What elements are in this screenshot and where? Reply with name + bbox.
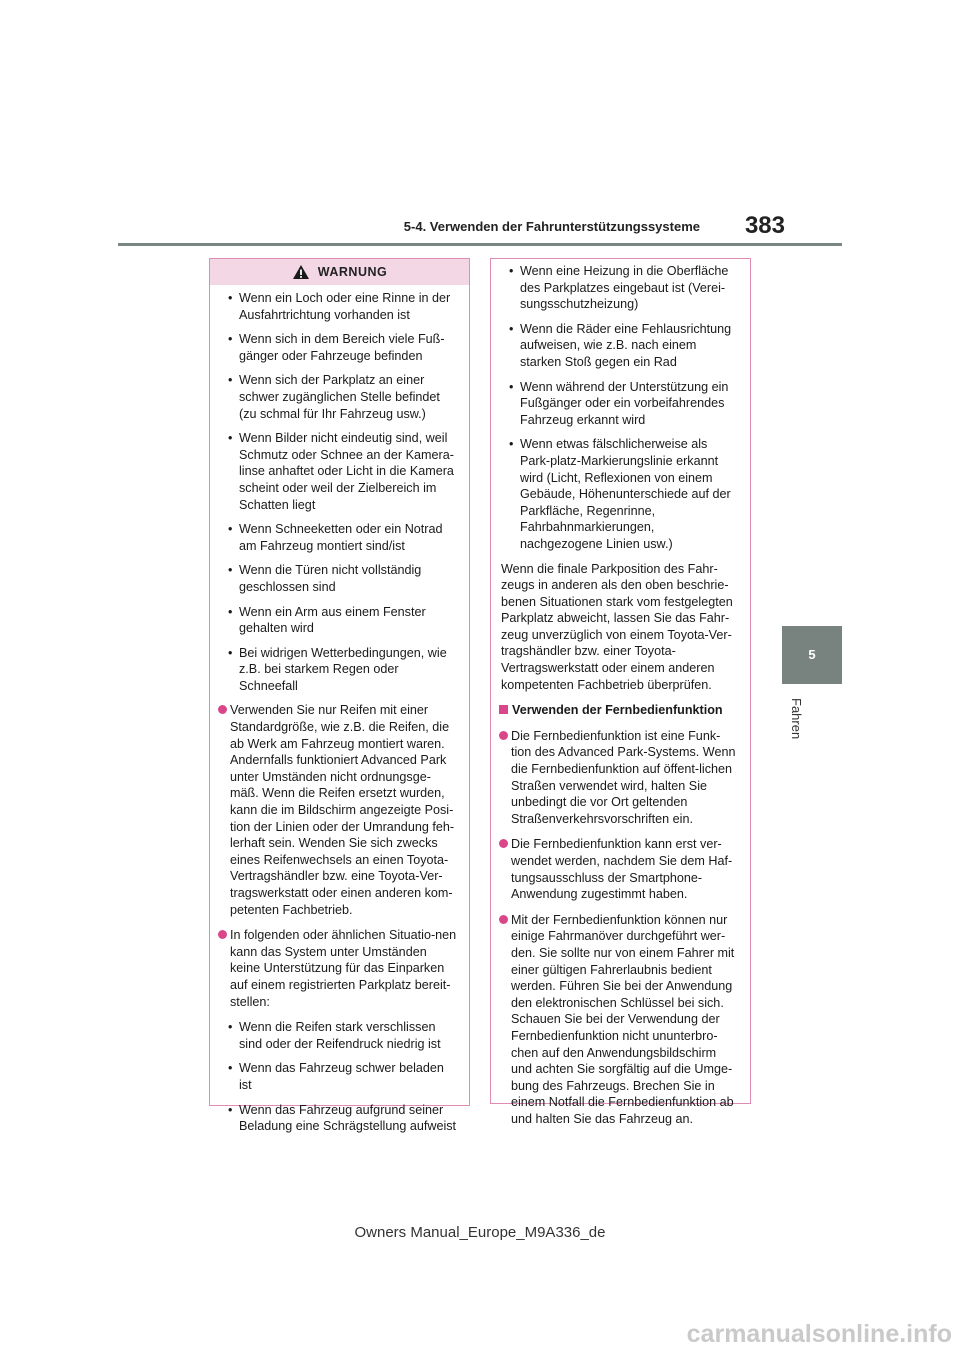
bullet-item xyxy=(220,331,459,364)
bullet-item-text: Wenn das Fahrzeug schwer beladen ist xyxy=(239,1061,444,1092)
bullet-item-text: Wenn das Fahrzeug aufgrund seiner Beladung eine Schrägstellung aufweist xyxy=(239,1102,457,1134)
bullet-item xyxy=(220,1060,459,1093)
section-title: 5-4. Verwenden der Fahrunterstützungssysteme xyxy=(403,219,700,234)
bullet-item xyxy=(501,263,740,313)
bullet-item xyxy=(220,1102,459,1135)
bullet-item-text: Wenn etwas fälschlicherweise als Park-platz-Markierungslinie erkannt wird (Licht, Reflexionen von einem Gebäude, Höhenunterschiede auf der Parkfläche, Regenrinne, Fahrbahnmarkierungen, nachgezogene Linien usw.) xyxy=(520,437,731,551)
chapter-label xyxy=(790,698,810,758)
pink-square-bullet-icon xyxy=(499,705,508,714)
bullet-item xyxy=(501,379,740,429)
note-item-text: In folgenden oder ähnlichen Situatio-nen kann das System unter Umständen keine Unterstützung für das Einparken auf einem registrierten Parkplatz bereit-stellen: xyxy=(230,928,457,1009)
paragraph-text: Wenn die finale Parkposition des Fahr-zeugs in anderen als den oben beschrie-benen Situationen stark vom festgelegten Parkplatz abweicht, lassen Sie das Fahr-zeug unverzüglich von einem Toyota-Ver-tragshändler bzw. einer Toyota-Vertragswerkstatt oder einem anderen kompetenten Fachbetrieb überprüfen. xyxy=(501,561,733,692)
bullet-item-text: Wenn sich in dem Bereich viele Fuß-gänger oder Fahrzeuge befinden xyxy=(239,332,445,363)
bullet-item-text: Wenn sich der Parkplatz an einer schwer zugänglichen Stelle befindet (zu schmal für Ihr Fahrzeug usw.) xyxy=(239,373,440,421)
pink-circle-bullet-icon xyxy=(499,839,508,848)
note-item xyxy=(218,702,459,918)
note-item xyxy=(499,912,740,1128)
bullet-item-text: Wenn die Reifen stark verschlissen sind oder der Reifendruck niedrig ist xyxy=(239,1020,441,1051)
subsection-heading-text: Verwenden der Fernbedienfunktion xyxy=(512,703,723,718)
note-item-text: Mit der Fernbedienfunktion können nur einige Fahrmanöver durchgeführt wer-den. Sie sollte nur von einem Fahrer mit einer gültigen Fahrerlaubnis bedient werden. Führen Sie bei der Anwendung den elektronischen Schlüssel bei sich. Schauen Sie bei der Verwendung der Fernbedienfunktion nicht ununterbro-chen auf den Anwendungsbildschirm und achten Sie sorgfältig auf die Umge-bung des Fahrzeugs. Brechen Sie in einem Notfall die Fernbedienfunktion ab und halten Sie das Fahrzeug an. xyxy=(511,912,735,1126)
note-item-text: Die Fernbedienfunktion ist eine Funk-tion des Advanced Park-Systems. Wenn die Fernbedienfunktion auf öffent-lichen Straßen verwendet wird, halten Sie unbedingt die vor Ort geltenden Straßenverkehrsvorschriften ein. xyxy=(511,728,736,826)
bullet-item-text: Bei widrigen Wetterbedingungen, wie z.B. bei starkem Regen oder Schneefall xyxy=(239,645,447,693)
bullet-item-text: Wenn die Türen nicht vollständig geschlossen sind xyxy=(239,563,422,594)
bullet-item xyxy=(220,430,459,513)
subsection-heading xyxy=(499,702,740,719)
pink-circle-bullet-icon xyxy=(218,705,227,714)
note-item-text: Die Fernbedienfunktion kann erst ver-wendet werden, nachdem Sie dem Haf-tungsausschluss der Smartphone-Anwendung zugestimmt haben. xyxy=(511,837,733,902)
note-item-text: Verwenden Sie nur Reifen mit einer Standardgröße, wie z.B. die Reifen, die ab Werk am Fahrzeug montiert waren. Andernfalls funktioniert Advanced Park unter Umständen nicht ordnungsge-mäß. Wenn die Reifen ersetzt wurden, kann die im Bildschirm angezeigte Posi-tion der Linien oder der Umrandung feh-lerhaft sein. Wenden Sie sich zwecks eines Reifenwechsels an einen Toyota-Vertragshändler bzw. eine Toyota-Ver-tragswerkstatt oder einen anderen kom-petenten Fachbetrieb. xyxy=(230,703,455,917)
bullet-item-text: Wenn eine Heizung in die Oberfläche des Parkplatzes eingebaut ist (Verei-sungsschutzheizung) xyxy=(520,264,729,312)
chapter-label-text: Fahren xyxy=(789,698,804,740)
bullet-item-text: Wenn während der Unterstützung ein Fußgänger oder ein vorbeifahrendes Fahrzeug erkannt wird xyxy=(520,379,729,427)
note-item xyxy=(499,728,740,828)
paragraph xyxy=(501,561,740,694)
continuation-content xyxy=(491,259,750,1128)
bullet-item xyxy=(220,562,459,595)
warning-triangle-icon xyxy=(292,264,310,280)
chapter-number-tab: 5 xyxy=(782,626,842,684)
bullet-item xyxy=(220,604,459,637)
bullet-item-text: Wenn ein Arm aus einem Fenster gehalten wird xyxy=(239,604,426,636)
warning-content xyxy=(210,285,469,1135)
bullet-item xyxy=(220,290,459,323)
bullet-item xyxy=(220,372,459,422)
continuation-box xyxy=(490,258,751,1126)
footer-manual-id: Owners Manual_Europe_M9A336_de xyxy=(354,1224,606,1241)
watermark-text: carmanualsonline.info xyxy=(686,1320,952,1348)
note-item xyxy=(218,927,459,1010)
pink-circle-bullet-icon xyxy=(499,731,508,740)
bullet-item xyxy=(220,645,459,695)
pink-circle-bullet-icon xyxy=(499,915,508,924)
bullet-item-text: Wenn ein Loch oder eine Rinne in der Ausfahrtrichtung vorhanden ist xyxy=(239,291,451,322)
warning-box xyxy=(209,258,470,1134)
bullet-item-text: Wenn die Räder eine Fehlausrichtung aufweisen, wie z.B. nach einem starken Stoß gegen ein Rad xyxy=(520,321,732,369)
warning-header xyxy=(210,259,469,285)
bullet-item-text: Wenn Schneeketten oder ein Notrad am Fahrzeug montiert sind/ist xyxy=(239,522,443,553)
watermark xyxy=(0,1320,960,1349)
note-item xyxy=(499,836,740,902)
bullet-item xyxy=(220,1019,459,1052)
warning-title: WARNUNG xyxy=(317,264,388,279)
bullet-item xyxy=(501,321,740,371)
pink-circle-bullet-icon xyxy=(218,930,227,939)
bullet-item-text: Wenn Bilder nicht eindeutig sind, weil Schmutz oder Schnee an der Kamera-linse anhaftet oder Licht in die Kamera scheint oder weil der Zielbereich im Schatten liegt xyxy=(239,431,454,512)
bullet-item xyxy=(501,436,740,552)
page-number: 383 xyxy=(744,212,785,239)
header-divider xyxy=(118,243,842,246)
bullet-item xyxy=(220,521,459,554)
